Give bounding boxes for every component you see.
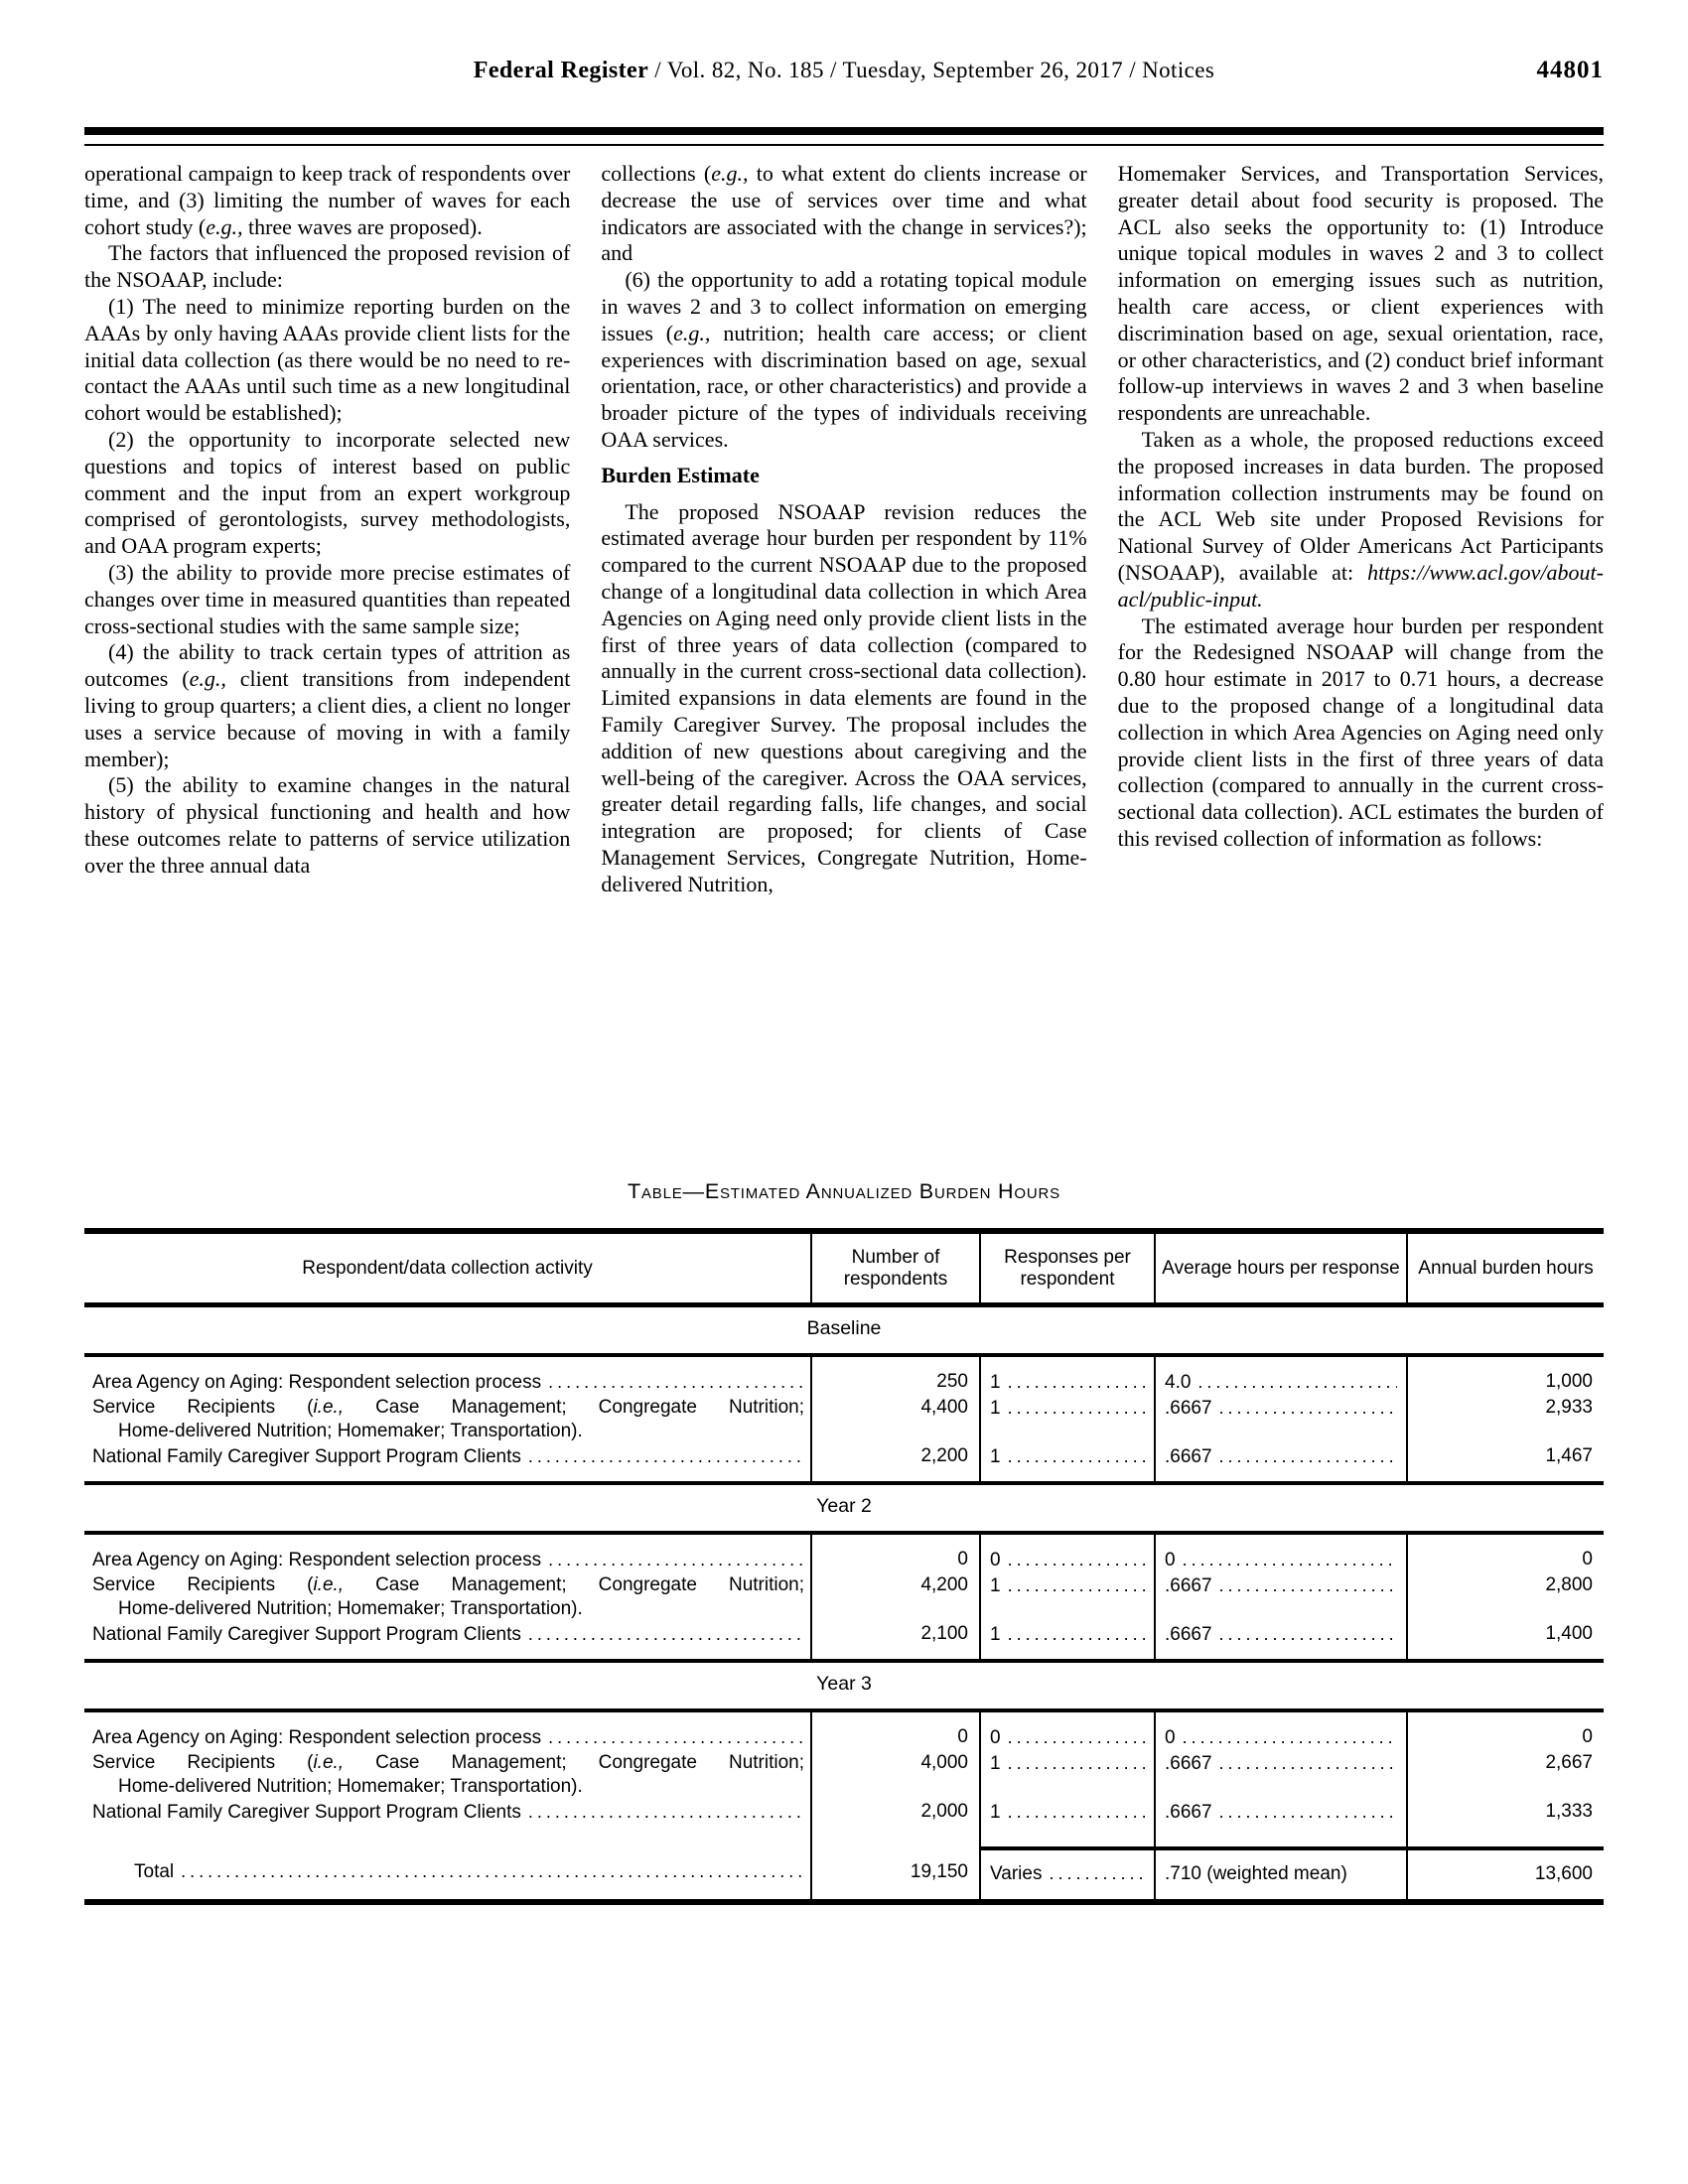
dot-leader: [181, 1861, 802, 1883]
table-row: [84, 1444, 1604, 1484]
avg-hours-value: .6667: [1165, 1397, 1212, 1419]
responses-cell: [980, 1573, 1155, 1622]
burden-table: [84, 1228, 1604, 1905]
activity-text: Area Agency on Aging: Respondent selection process: [92, 1727, 542, 1748]
header-rule-thick: [84, 127, 1604, 135]
burden-cell: 0: [1407, 1533, 1604, 1573]
avg-hours-cell: [1155, 1355, 1407, 1396]
activity-cell: [84, 1751, 811, 1800]
page-number: 44801: [1536, 57, 1604, 83]
avg-hours-cell: [1155, 1751, 1407, 1800]
avg-hours-cell: [1155, 1710, 1407, 1751]
header-rule-thin: [84, 144, 1604, 146]
section-label-row: [84, 1483, 1604, 1533]
avg-hours-cell: [1155, 1800, 1407, 1849]
paragraph: (3) the ability to provide more precise estimates of changes over time in measured quantities than repeated cross-sectional studies with the same sample size;: [84, 559, 571, 638]
dot-leader: [1197, 1370, 1397, 1396]
paragraph: operational campaign to keep track of respondents over time, and (3) limiting the number of waves for each cohort study (e.g., three waves are proposed).: [84, 161, 571, 239]
dot-leader: [1008, 1800, 1145, 1826]
dot-leader: [548, 1370, 802, 1396]
responses-cell: [980, 1751, 1155, 1800]
table-row: [84, 1355, 1604, 1396]
table-row: [84, 1396, 1604, 1444]
dot-leader: [528, 1444, 802, 1470]
activity-text: Service Recipients (i.e., Case Management; Congregate Nutrition;: [92, 1573, 804, 1595]
dot-leader: [1219, 1444, 1397, 1470]
column-header-burden: Annual burden hours: [1407, 1231, 1604, 1305]
paragraph: The factors that influenced the proposed revision of the NSOAAP, include:: [84, 240, 571, 293]
avg-hours-value: 4.0: [1165, 1372, 1192, 1393]
avg-hours-value: .6667: [1165, 1574, 1212, 1596]
paragraph: (5) the ability to examine changes in the natural history of physical functioning and health and how these outcomes relate to patterns of service utilization over the three annual data: [84, 772, 571, 878]
activity-continuation: Home-delivered Nutrition; Homemaker; Transportation).: [118, 1598, 583, 1619]
responses-value: 1: [990, 1574, 1001, 1596]
body-column-3: [1118, 161, 1604, 898]
activity-cell: [84, 1800, 811, 1849]
section-label-row: [84, 1661, 1604, 1710]
dot-leader: [548, 1548, 802, 1573]
activity-text: Service Recipients (i.e., Case Management; Congregate Nutrition;: [92, 1396, 804, 1418]
table-row: [84, 1573, 1604, 1622]
activity-cell: [84, 1396, 811, 1444]
dot-leader: [1008, 1725, 1145, 1751]
activity-text: National Family Caregiver Support Program Clients: [92, 1801, 521, 1823]
dot-leader: [1008, 1573, 1145, 1599]
column-header-responses: Responses per respondent: [980, 1231, 1155, 1305]
page-content: [84, 0, 1604, 2184]
activity-continuation: Home-delivered Nutrition; Homemaker; Transportation).: [118, 1776, 583, 1797]
activity-continuation: Home-delivered Nutrition; Homemaker; Transportation).: [118, 1421, 583, 1441]
dot-leader: [1008, 1548, 1145, 1573]
respondents-cell: 0: [811, 1533, 980, 1573]
responses-value: Varies: [990, 1863, 1043, 1884]
dot-leader: [1008, 1622, 1145, 1648]
respondents-cell: 4,000: [811, 1751, 980, 1800]
avg-hours-value: .6667: [1165, 1623, 1212, 1645]
burden-cell: 2,933: [1407, 1396, 1604, 1444]
body-column-1: [84, 161, 570, 898]
dot-leader: [1183, 1548, 1397, 1573]
column-header-activity: Respondent/data collection activity: [84, 1231, 811, 1305]
avg-hours-cell: [1155, 1396, 1407, 1444]
paragraph: (1) The need to minimize reporting burden on the AAAs by only having AAAs provide client lists for the initial data collection (as there would be no need to re-contact the AAAs until such time as a new longitudinal cohort would be established);: [84, 293, 571, 426]
dot-leader: [1219, 1751, 1397, 1777]
responses-cell: [980, 1396, 1155, 1444]
table-row: [84, 1622, 1604, 1662]
section-label: Year 3: [84, 1661, 1604, 1710]
activity-cell: [84, 1710, 811, 1751]
dot-leader: [1183, 1725, 1397, 1751]
dot-leader: [1008, 1444, 1145, 1470]
burden-cell: 2,800: [1407, 1573, 1604, 1622]
avg-hours-value: .710 (weighted mean): [1165, 1863, 1347, 1884]
total-row: [84, 1848, 1604, 1902]
respondents-cell: 0: [811, 1710, 980, 1751]
dot-leader: [528, 1800, 802, 1826]
activity-cell: [84, 1355, 811, 1396]
responses-cell: [980, 1622, 1155, 1662]
section-label: Year 2: [84, 1483, 1604, 1533]
burden-estimate-heading: Burden Estimate: [601, 462, 760, 487]
avg-hours-cell: [1155, 1533, 1407, 1573]
responses-value: 1: [990, 1397, 1001, 1419]
dot-leader: [528, 1622, 802, 1648]
burden-cell: 1,000: [1407, 1355, 1604, 1396]
responses-cell: [980, 1848, 1155, 1902]
responses-value: 1: [990, 1623, 1001, 1645]
table-header-row: [84, 1231, 1604, 1305]
burden-cell: 13,600: [1407, 1848, 1604, 1902]
total-label-cell: [84, 1848, 811, 1902]
burden-cell: 1,467: [1407, 1444, 1604, 1484]
table-row: [84, 1710, 1604, 1751]
respondents-cell: 2,200: [811, 1444, 980, 1484]
dot-leader: [1049, 1863, 1145, 1885]
avg-hours-value: .6667: [1165, 1752, 1212, 1774]
dot-leader: [1219, 1800, 1397, 1826]
body-column-2: [601, 161, 1086, 898]
activity-cell: [84, 1622, 811, 1662]
paragraph: Homemaker Services, and Transportation Services, greater detail about food security is proposed. The ACL also seeks the opportunity to: (1) Introduce unique topical modules in waves 2 and 3 to collect information on emerging issues such as nutrition, health care access, or client experiences with discrimination based on age, sexual orientation, race, or other characteristics, and (2) conduct brief informant follow-up interviews in waves 2 and 3 when baseline respondents are unreachable.: [1117, 161, 1604, 426]
dot-leader: [548, 1725, 802, 1751]
responses-cell: [980, 1800, 1155, 1849]
responses-cell: [980, 1444, 1155, 1484]
responses-value: 0: [990, 1550, 1001, 1570]
avg-hours-cell: [1155, 1848, 1407, 1902]
avg-hours-cell: [1155, 1622, 1407, 1662]
respondents-cell: 4,200: [811, 1573, 980, 1622]
responses-cell: [980, 1533, 1155, 1573]
running-head: [84, 58, 1604, 84]
column-header-avg-hours: Average hours per response: [1155, 1231, 1407, 1305]
responses-value: 1: [990, 1752, 1001, 1774]
respondents-cell: 19,150: [811, 1848, 980, 1902]
responses-cell: [980, 1710, 1155, 1751]
avg-hours-value: 0: [1165, 1727, 1176, 1748]
paragraph: (6) the opportunity to add a rotating topical module in waves 2 and 3 to collect information on emerging issues (e.g., nutrition; health care access; or client experiences with discrimination based on age, sexual orientation, race, or other characteristics) and provide a broader picture of the types of individuals receiving OAA services.: [601, 267, 1087, 452]
issue-info: / Vol. 82, No. 185 / Tuesday, September 26, 2017 / Notices: [648, 58, 1215, 82]
dot-leader: [1008, 1751, 1145, 1777]
table-row: [84, 1800, 1604, 1849]
paragraph: (2) the opportunity to incorporate selected new questions and topics of interest based on public comment and the input from an expert workgroup comprised of gerontologists, survey methodologists, and OAA program experts;: [84, 426, 571, 559]
section-label: Baseline: [84, 1305, 1604, 1356]
dot-leader: [1219, 1396, 1397, 1422]
paragraph: collections (e.g., to what extent do clients increase or decrease the use of services over time and what indicators are associated with the change in services?); and: [601, 161, 1087, 266]
avg-hours-value: .6667: [1165, 1445, 1212, 1467]
respondents-cell: 2,000: [811, 1800, 980, 1849]
burden-cell: 2,667: [1407, 1751, 1604, 1800]
table-row: [84, 1533, 1604, 1573]
activity-cell: [84, 1444, 811, 1484]
burden-cell: 0: [1407, 1710, 1604, 1751]
activity-text: Area Agency on Aging: Respondent selection process: [92, 1372, 542, 1393]
responses-value: 1: [990, 1801, 1001, 1823]
activity-cell: [84, 1573, 811, 1622]
paragraph: Taken as a whole, the proposed reductions exceed the proposed increases in data burden. The proposed information collection instruments may be found on the ACL Web site under Proposed Revisions for National Survey of Older Americans Act Participants (NSOAAP), available at: https://www.acl.gov/about-acl/public-input.: [1117, 426, 1604, 612]
paragraph: (4) the ability to track certain types of attrition as outcomes (e.g., client transitions from independent living to group quarters; a client dies, a client no longer uses a service because of moving in with a family member);: [84, 639, 571, 771]
avg-hours-value: .6667: [1165, 1801, 1212, 1823]
dot-leader: [1008, 1396, 1145, 1422]
table-row: [84, 1751, 1604, 1800]
avg-hours-value: 0: [1165, 1550, 1176, 1570]
avg-hours-cell: [1155, 1444, 1407, 1484]
burden-cell: 1,333: [1407, 1800, 1604, 1849]
dot-leader: [1219, 1573, 1397, 1599]
dot-leader: [1008, 1370, 1145, 1396]
paragraph: The proposed NSOAAP revision reduces the estimated average hour burden per respondent by 11% compared to the current NSOAAP due to the proposed change of a longitudinal data collection in which Area Agencies on Aging need only provide client lists in the first of three years of data collection (compared to annually in the current cross-sectional data collection). Limited expansions in data elements are found in the Family Caregiver Survey. The proposal includes the addition of new questions about caregiving and the well-being of the caregiver. Across the OAA services, greater detail regarding falls, life changes, and social integration are proposed; for clients of Case Management Services, Congregate Nutrition, Home-delivered Nutrition,: [601, 498, 1087, 896]
burden-cell: 1,400: [1407, 1622, 1604, 1662]
article-body: [84, 161, 1604, 898]
responses-value: 1: [990, 1372, 1001, 1393]
respondents-cell: 2,100: [811, 1622, 980, 1662]
responses-value: 0: [990, 1727, 1001, 1748]
dot-leader: [1219, 1622, 1397, 1648]
responses-cell: [980, 1355, 1155, 1396]
paragraph: The estimated average hour burden per respondent for the Redesigned NSOAAP will change from the 0.80 hour estimate in 2017 to 0.71 hours, a decrease due to the proposed change of a longitudinal data collection in which Area Agencies on Aging need only provide client lists in the first of three years of data collection (compared to annually in the current cross-sectional data collection). ACL estimates the burden of this revised collection of information as follows:: [1117, 613, 1604, 851]
journal-title: Federal Register: [473, 58, 649, 83]
activity-text: National Family Caregiver Support Program Clients: [92, 1445, 521, 1467]
section-label-row: [84, 1305, 1604, 1356]
activity-cell: [84, 1533, 811, 1573]
total-label: Total: [134, 1861, 175, 1882]
table-title: Table—Estimated Annualized Burden Hours: [628, 1179, 1060, 1203]
avg-hours-cell: [1155, 1573, 1407, 1622]
responses-value: 1: [990, 1445, 1001, 1467]
respondents-cell: 250: [811, 1355, 980, 1396]
activity-text: National Family Caregiver Support Program Clients: [92, 1623, 521, 1645]
column-header-respondents: Number of respondents: [811, 1231, 980, 1305]
activity-text: Service Recipients (i.e., Case Management; Congregate Nutrition;: [92, 1751, 804, 1773]
respondents-cell: 4,400: [811, 1396, 980, 1444]
activity-text: Area Agency on Aging: Respondent selection process: [92, 1550, 542, 1570]
